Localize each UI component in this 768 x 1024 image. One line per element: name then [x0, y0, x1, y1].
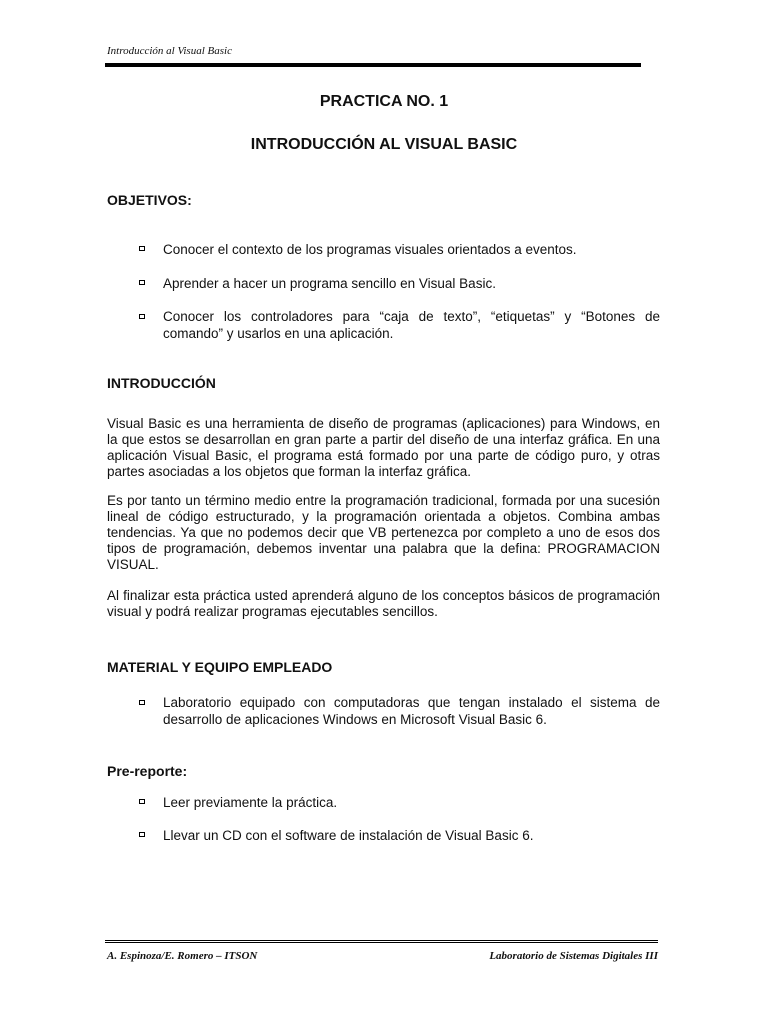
document-title: INTRODUCCIÓN AL VISUAL BASIC — [250, 136, 518, 153]
footer-course: Laboratorio de Sistemas Digitales III — [489, 950, 658, 962]
prereporte-item: Llevar un CD con el software de instalación de Visual Basic 6. — [163, 828, 534, 843]
intro-paragraph: Al finalizar esta práctica usted aprenderá alguno de los conceptos básicos de programación visual y podrá realizar programas ejecutables sencillos. — [107, 588, 660, 619]
objetivo-item: Aprender a hacer un programa sencillo en Visual Basic. — [163, 276, 496, 291]
footer-authors: A. Espinoza/E. Romero – ITSON — [107, 950, 258, 962]
bullet-icon — [138, 312, 148, 322]
header-rule — [105, 63, 641, 67]
bullet-icon — [138, 278, 148, 288]
intro-paragraph: Es por tanto un término medio entre la programación tradicional, formada por una sucesión lineal de código estructurado, y la programación orientada a objetos. Combina ambas tendencias. Ya que no podemos decir que VB pertenezca por completo a uno de esos dos tipos de programación, debemos inventar una palabra que la defina: PROGRAMACION VISUAL. — [107, 493, 660, 572]
objetivo-item: Conocer el contexto de los programas visuales orientados a eventos. — [163, 242, 577, 257]
introduccion-heading: INTRODUCCIÓN — [107, 375, 216, 391]
material-item: Laboratorio equipado con computadoras que tengan instalado el sistema de desarrollo de aplicaciones Windows en Microsoft Visual Basic 6. — [163, 695, 660, 727]
objetivo-item: Conocer los controladores para “caja de texto”, “etiquetas” y “Botones de comando” y usarlos en una aplicación. — [163, 309, 660, 341]
practice-number-title: PRACTICA NO. 1 — [319, 93, 449, 110]
bullet-icon — [138, 698, 148, 708]
bullet-icon — [138, 830, 148, 840]
bullet-icon — [138, 244, 148, 254]
bullet-icon — [138, 797, 148, 807]
running-header: Introducción al Visual Basic — [107, 45, 232, 57]
intro-paragraph: Visual Basic es una herramienta de diseño de programas (aplicaciones) para Windows, en la que estos se desarrollan en gran parte a partir del diseño de una interfaz gráfica. En una aplicación Visual Basic, el programa está formado por una parte de código puro, y otras partes asociadas a los objetos que forman la interfaz gráfica. — [107, 416, 660, 479]
footer-rule — [105, 940, 658, 943]
material-heading: MATERIAL Y EQUIPO EMPLEADO — [107, 659, 333, 675]
prereporte-item: Leer previamente la práctica. — [163, 795, 338, 810]
objetivos-heading: OBJETIVOS: — [107, 192, 192, 208]
prereporte-heading: Pre-reporte: — [107, 763, 188, 779]
